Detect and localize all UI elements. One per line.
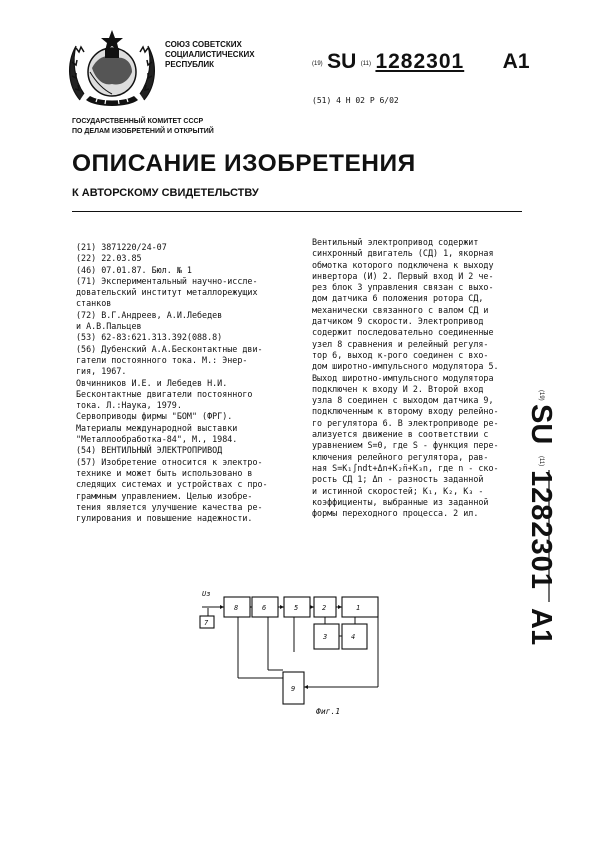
text-line: узел 8 сравнения и релейный регуля- xyxy=(312,338,489,349)
text-line: следящих системах и устройствах с про- xyxy=(76,479,268,490)
stamp-country-code: SU xyxy=(525,404,557,445)
block-diagram xyxy=(190,586,390,712)
patent-number-line xyxy=(312,50,530,74)
block-label-4: 4 xyxy=(351,633,356,641)
input-label: Uз xyxy=(202,590,211,598)
text-line: "Металлообработка-84", М., 1984. xyxy=(76,434,238,445)
text-line: рость СД 1; Δn - разность заданной xyxy=(312,474,484,485)
text-line: технике и может быть использовано в xyxy=(76,467,253,478)
block-label-2: 2 xyxy=(322,604,327,612)
text-line: Бесконтактные двигатели постоянного xyxy=(76,388,253,399)
text-line: (22) 22.03.85 xyxy=(76,253,142,264)
stamp-inid-19: (19) xyxy=(538,390,544,401)
text-line: ализуется движение в соответствии с xyxy=(312,429,489,440)
text-line: уравнением S=0, где S - функция пере- xyxy=(312,440,499,451)
text-line: го регулятора 6. В электроприводе ре- xyxy=(312,417,499,428)
stamp-inid-11: (11) xyxy=(538,456,544,467)
text-line: гатели постоянного тока. М.: Энер- xyxy=(76,354,248,365)
text-line: синхронный двигатель (СД) 1, якорная xyxy=(312,248,494,259)
ipc-classification xyxy=(312,96,399,105)
text-line: рез блок 3 управления связан с выхо- xyxy=(312,282,494,293)
text-line: ключения релейного регулятора, рав- xyxy=(312,451,489,462)
block-label-9: 9 xyxy=(291,685,296,693)
figure-caption: Фиг.1 xyxy=(316,707,341,716)
text-line: (56) Дубенский А.А.Бесконтактные дви- xyxy=(76,343,263,354)
side-patent-stamp xyxy=(497,372,597,672)
text-line: гулирования и повышение надежности. xyxy=(76,513,253,524)
country-code: SU xyxy=(327,50,357,73)
text-line: тения является улучшение качества ре- xyxy=(76,501,263,512)
text-line: (71) Экспериментальный научно-иссле- xyxy=(76,275,258,286)
country-line: СОЦИАЛИСТИЧЕСКИХ xyxy=(165,50,255,59)
text-line: подключенным к второму входу релейно- xyxy=(312,406,499,417)
text-line: и истинной скоростей; K₁, K₂, K₃ - xyxy=(312,485,484,496)
text-line: тока. Л.:Наука, 1979. xyxy=(76,400,182,411)
bibliographic-column xyxy=(76,242,298,524)
inid-code-19: (19) xyxy=(312,60,323,67)
text-line: Овчинников И.Е. и Лебедев Н.И. xyxy=(76,377,228,388)
text-line: узла 8 соединен с выходом датчика 9, xyxy=(312,395,494,406)
inid-code-51: (51) 4 xyxy=(312,96,341,105)
block-label-6: 6 xyxy=(262,604,267,612)
text-line: обмотка которого подключена к выходу xyxy=(312,259,494,270)
country-line: РЕСПУБЛИК xyxy=(165,60,214,69)
text-line: датчиком 9 скорости. Электропривод xyxy=(312,316,484,327)
text-line: ная S=K₁∫ndt+Δn+K₂n̈+K₃n, где n - ско- xyxy=(312,462,499,473)
block-label-7: 7 xyxy=(204,619,209,627)
text-line: (54) ВЕНТИЛЬНЫЙ ЭЛЕКТРОПРИВОД xyxy=(76,445,223,456)
text-line: (46) 07.01.87. Бюл. № 1 xyxy=(76,264,192,275)
block-label-1: 1 xyxy=(356,604,361,612)
block-label-5: 5 xyxy=(294,604,299,612)
committee-line: ГОСУДАРСТВЕННЫЙ КОМИТЕТ СССР xyxy=(72,118,204,125)
text-line: тор 6, выход к-рого соединен с вхо- xyxy=(312,349,489,360)
country-line: СОЮЗ СОВЕТСКИХ xyxy=(165,40,242,49)
country-name xyxy=(165,40,265,70)
inid-code-11: (11) xyxy=(360,60,371,67)
ipc-code: Н 02 Р 6/02 xyxy=(345,96,399,105)
stamp-patent-number: 1282301 xyxy=(525,470,557,590)
text-line: Сервоприводы фирмы "БОМ" (ФРГ). xyxy=(76,411,233,422)
document-title: ОПИСАНИЕ ИЗОБРЕТЕНИЯ xyxy=(72,150,416,177)
text-line: формы переходного процесса. 2 ил. xyxy=(312,508,479,519)
title-divider xyxy=(72,211,522,212)
block-label-3: 3 xyxy=(323,633,328,641)
patent-number: 1282301 xyxy=(375,50,465,73)
text-line: коэффициенты, выбранные из заданной xyxy=(312,496,489,507)
text-line: инвертора (И) 2. Первый вход И 2 че- xyxy=(312,270,494,281)
text-line: Материалы международной выставки xyxy=(76,422,238,433)
text-line: (72) В.Г.Андреев, А.И.Лебедев xyxy=(76,309,223,320)
kind-code: A1 xyxy=(502,50,530,73)
text-line: гия, 1967. xyxy=(76,366,127,377)
text-line: (21) 3871220/24-07 xyxy=(76,242,167,252)
text-line: (53) 62-83:621.313.392(088.8) xyxy=(76,332,223,343)
issuing-committee xyxy=(72,117,214,137)
text-line: довательский институт металлорежущих xyxy=(76,287,258,298)
ussr-emblem xyxy=(62,26,162,112)
text-line: дом широтно-импульсного модулятора 5. xyxy=(312,361,499,372)
text-line: (57) Изобретение относится к электро- xyxy=(76,456,263,467)
committee-line: ПО ДЕЛАМ ИЗОБРЕТЕНИЙ И ОТКРЫТИЙ xyxy=(72,128,214,135)
text-line: Выход широтно-импульсного модулятора xyxy=(312,372,494,383)
text-line: и А.В.Пальцев xyxy=(76,321,142,332)
text-line: подключен к входу И 2. Второй вход xyxy=(312,383,484,394)
text-line: станков xyxy=(76,298,112,309)
text-line: граммным управлением. Целью изобре- xyxy=(76,490,253,501)
document-subtitle: К АВТОРСКОМУ СВИДЕТЕЛЬСТВУ xyxy=(72,187,259,199)
text-line: дом датчика 6 положения ротора СД, xyxy=(312,293,484,304)
text-line: содержит последовательно соединенные xyxy=(312,327,494,338)
text-line: Вентильный электропривод содержит xyxy=(312,237,479,247)
stamp-kind-code: A1 xyxy=(525,608,557,646)
block-label-8: 8 xyxy=(234,604,239,612)
text-line: механически связанного с валом СД и xyxy=(312,304,489,315)
